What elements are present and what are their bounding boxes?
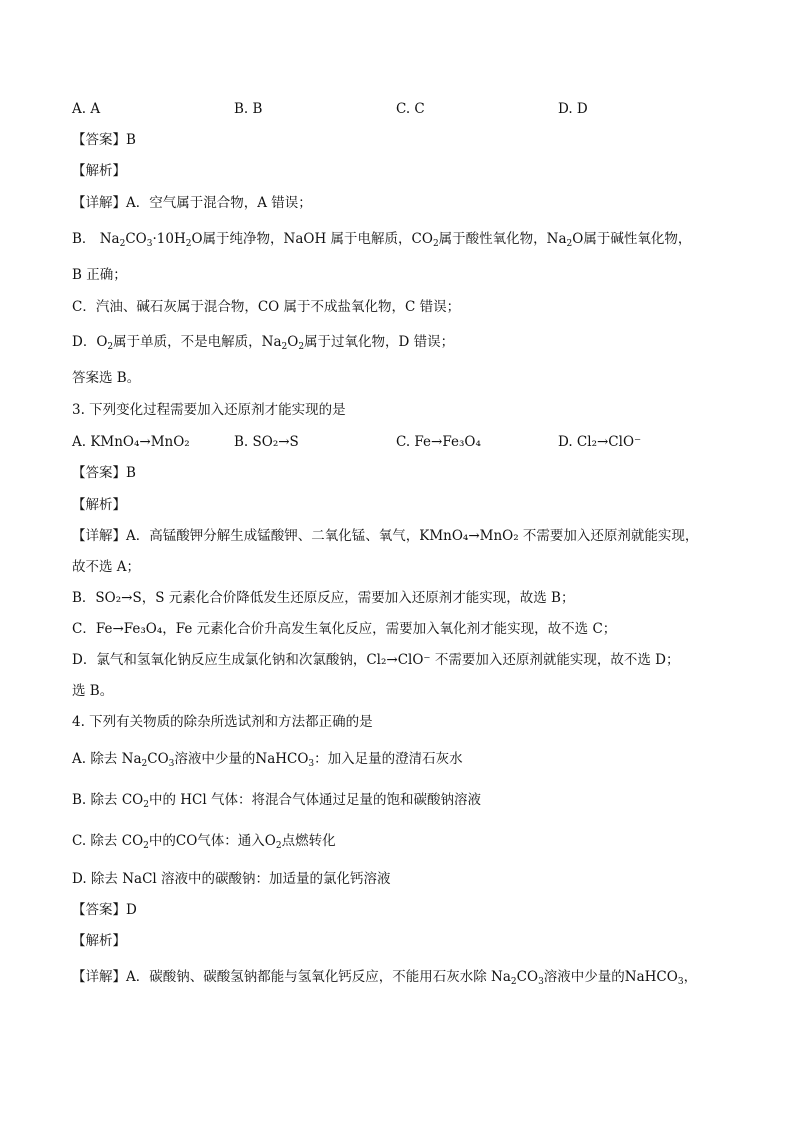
q2-detail-b: B． $Na_2CO_3\cdot 10H_2O$属于纯净物，NaOH 属于电解质，$CO_2$属于酸性氧化物，$Na_2O$属于碱性氧化物， [72,231,692,249]
q2-option-a: A. A [72,101,101,117]
q2-detail-a: 【详解】A．空气属于混合物，A 错误； [72,195,312,211]
q3-stem: 3. 下列变化过程需要加入还原剂才能实现的是 [72,402,346,418]
q4-stem: 4. 下列有关物质的除杂所选试剂和方法都正确的是 [72,714,373,730]
formula-o2: $O_2$ [264,833,282,851]
q2-option-d: D. D [558,101,588,117]
q4-option-d: D. 除去 NaCl 溶液中的碳酸钠：加适量的氯化钙溶液 [72,871,391,887]
q2-conclusion: 答案选 B。 [72,370,141,386]
formula-co2: $CO_2$ [121,833,149,851]
q3-option-d: D. Cl₂→ClO⁻ [558,434,642,450]
q3-analysis-label: 【解析】 [72,497,126,513]
q2-detail-c: C．汽油、碱石灰属于混合物，CO 属于不成盐氧化物，C 错误； [72,299,461,315]
q3-option-a: A. KMnO₄→MnO₂ [72,434,190,450]
q4-option-c: C. 除去 $CO_2$中的CO气体：通入$O_2$点燃转化 [72,833,336,851]
formula-co2: $CO_2$ [411,231,439,249]
formula-nahco3: NaHCO$_3$ [624,969,684,987]
formula-na2o: $Na_2O$ [546,231,584,249]
q2-analysis-label: 【解析】 [72,163,126,179]
q3-answer: 【答案】B [72,465,136,481]
q4-answer: 【答案】D [72,902,137,918]
q4-option-a: A. 除去 $Na_2CO_3$溶液中少量的NaHCO$_3$：加入足量的澄清石灰水 [72,751,463,769]
q3-detail-d: D．氯气和氢氧化钠反应生成氯化钠和次氯酸钠，Cl₂→ClO⁻ 不需要加入还原剂就能实现，故不选 D； [72,652,680,668]
formula-co: CO [175,833,198,849]
q2-detail-d: D．$O_2$属于单质，不是电解质，$Na_2O_2$属于过氧化物，D 错误； [72,334,455,352]
q4-option-b: B. 除去 $CO_2$中的 HCl 气体：将混合气体通过足量的饱和碳酸钠溶液 [72,792,481,810]
q3-detail-a-cont: 故不选 A； [72,559,141,575]
q4-analysis-label: 【解析】 [72,933,126,949]
q3-detail-c: C．Fe→Fe₃O₄，Fe 元素化合价升高发生氧化反应，需要加入氧化剂才能实现，故不选 C； [72,621,617,637]
formula-na2co3: $Na_2CO_3$ [491,969,544,987]
q2-detail-b-cont: B 正确； [72,267,127,283]
q3-detail-a: 【详解】A．高锰酸钾分解生成锰酸钾、二氧化锰、氧气，KMnO₄→MnO₂ 不需要加入还原剂就能实现， [72,528,699,544]
q2-answer: 【答案】B [72,132,136,148]
formula-nahco3: NaHCO$_3$ [255,751,315,769]
formula-co2: $CO_2$ [121,792,149,810]
q3-detail-b: B．SO₂→S，S 元素化合价降低发生还原反应，需要加入还原剂才能实现，故选 B； [72,590,575,606]
formula-na2co3-10h2o: $Na_2CO_3\cdot 10H_2O$ [99,231,203,249]
q3-option-c: C. Fe→Fe₃O₄ [396,434,481,450]
formula-o2: $O_2$ [96,334,114,352]
q2-option-c: C. C [396,101,425,117]
formula-na2o2: $Na_2O_2$ [261,334,305,352]
formula-na2co3: $Na_2CO_3$ [121,751,175,769]
q2-option-b: B. B [234,101,263,117]
q3-option-b: B. SO₂→S [234,434,299,450]
q4-detail-a: 【详解】A．碳酸钠、碳酸氢钠都能与氢氧化钙反应，不能用石灰水除 $Na_2CO_3$溶液中少量的NaHCO$_3$， [72,969,698,987]
q3-conclusion: 选 B。 [72,683,114,699]
